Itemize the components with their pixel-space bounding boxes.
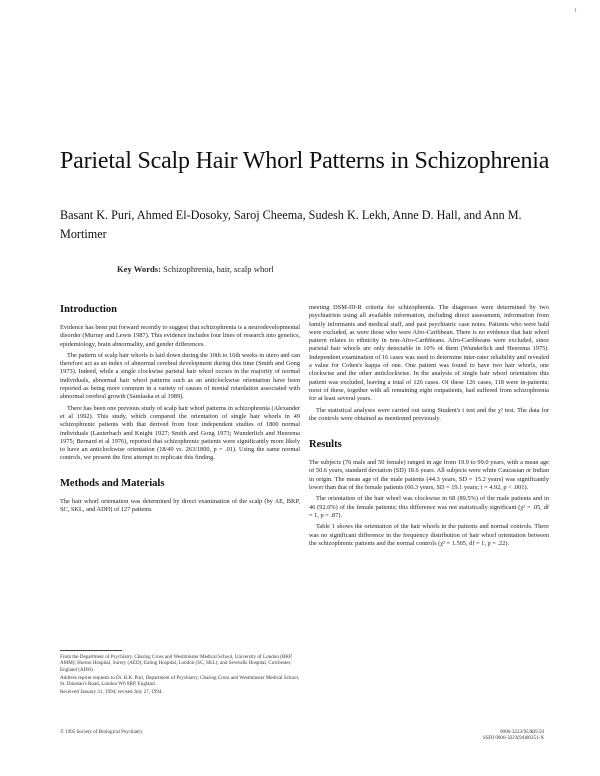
introduction-heading: Introduction bbox=[60, 304, 117, 315]
footnote-divider bbox=[60, 650, 122, 651]
author-list: Basant K. Puri, Ahmed El-Dosoky, Saroj Cheema, Sudesh K. Lekh, Anne D. Hall, and Ann M. Mortimer bbox=[60, 208, 522, 241]
copyright-notice: © 1995 Society of Biological Psychiatry bbox=[60, 729, 143, 735]
right-column bbox=[309, 304, 549, 551]
methods-heading: Methods and Materials bbox=[60, 477, 165, 489]
keywords-line bbox=[117, 264, 517, 274]
methods-continued-paragraph: meeting DSM-III-R criteria for schizophrenia. The diagnoses were determined by two psychiatrists using all available information, including direct assessment, information from family informants and medical staff, and past psychiatric case notes. Patients who were bald were excluded, as were those who were Afro-Caribbean. There is no evidence that hair whorl pattern relates to ethnicity in non-Afro-Caribbeans. Afro-Caribbeans were excluded, since parietal hair whorls are only detectable in 10% of them (Wunderlich and Heerema 1975). Independent examination of 16 cases was used to determine inter-rater reliability and revealed a value for Cohen's kappa of one. One patient was found to have two hair whorls, one clockwise and the other anticlockwise. In the analysis of single hair whorl orientation this patient was excluded, leaving a total of 126 cases. Of these 126 cases, 118 were in-patients; most of these, together with all remaining eight outpatients, had suffered from schizophrenia for at least several years. bbox=[309, 304, 549, 403]
keywords-label: Key Words: bbox=[117, 264, 162, 274]
issn-line: 0006-3223/95/$09.50 bbox=[499, 729, 544, 735]
methods-paragraph: The hair whorl orientation was determined by direct examination of the scalp (by AE, BKP, SC, SKL, and ADH) of 127 patients bbox=[60, 497, 300, 514]
results-paragraph: The orientation of the hair whorl was clockwise in 68 (89.5%) of the male patients and in 46 (92.0%) of the female patients; this difference was not statistically significant (χ² = .05, df = 1, p = .87). bbox=[309, 495, 549, 519]
article-title: Parietal Scalp Hair Whorl Patterns in Schizophrenia bbox=[60, 148, 550, 174]
results-paragraph: The subjects (76 male and 50 female) ranged in age from 19.9 to 99.0 years, with a mean age of 50.6 years, standard deviation (SD) 18.6 years. All subjects were white Caucasian or Indian in origin. The mean age of the male patients (44.3 years, SD = 15.2 years) was significantly lower than that of the female patients (60.3 years, SD = 19.1 years; t = 4.92, p < .001). bbox=[309, 459, 549, 492]
methods-continued-paragraph: The statistical analyses were carried out using Student's t test and the χ² test. The data for the controls were obtained as mentioned previously. bbox=[309, 406, 549, 422]
footnote-received-dates: Received January 31, 1994; revised July 27, 1994. bbox=[60, 689, 163, 696]
results-heading: Results bbox=[309, 439, 342, 451]
keywords-value: Schizophrenia, hair, scalp whorl bbox=[163, 264, 274, 274]
ssdi-line: SSDI 0006-3223(94)00251-X bbox=[483, 735, 544, 742]
intro-paragraph: There has been one previous study of scalp hair whorl patterns in schizophrenia (Alexander et al 1992). This study, which compared the orientation of single hair whorls in 49 schizophrenic patients with that derived from four independent studies of 1800 normal individuals (Lauterbach and Knight 1927; Smith and Gong 1973; Wunderlich and Heerema 1975; Bernard et al 1976), reported that schizophrenic patients were significantly more likely to have an anticlockwise orientation (18/49 vs. 263/1800, p = .01). Using the same normal controls, we present the first attempt to replicate this finding. bbox=[60, 404, 300, 462]
issn-block bbox=[476, 729, 544, 742]
left-column bbox=[60, 304, 300, 517]
results-paragraph: Table 1 shows the orientation of the hair whorls in the patients and normal controls. There was no significant difference in the frequency distribution of hair whorl orientation between the schizophrenic patients and the normal controls (χ² = 1.505, df = 1, p = .22). bbox=[309, 523, 549, 547]
intro-paragraph: Evidence has been put forward recently to suggest that schizophrenia is a neurodevelopmental disorder (Murray and Lewis 1987). This evidence includes four lines of research into genetics, epidemiology, brain abnormality, and gender differences. bbox=[60, 324, 300, 348]
corner-mark: 1 bbox=[574, 8, 577, 14]
intro-paragraph: The pattern of scalp hair whorls is laid down during the 10th to 16th weeks in utero and can therefore act as an index of abnormal cerebral development during this time (Smith and Gong 1973). Indeed, while a single clockwise parietal hair whorl occurs in the majority of normal individuals, abnormal hair whorl patterns such as an anticlockwise orientation have been reported as being more common in a variety of causes of mental retardation associated with abnormal cerebral growth (Samlaska et al 1989). bbox=[60, 351, 300, 401]
footnotes bbox=[60, 654, 300, 698]
footnote-affiliation: From the Department of Psychiatry, Charing Cross and Westminster Medical School, University of London (BKP, AMM); Horton Hospital, Surrey (AED); Ealing Hospital, London (SC, SKL); and Severalls Hospital, Colchester, England (ADH). bbox=[60, 654, 293, 673]
footnote-reprint-address: Address reprint requests to Dr. B.K. Puri, Department of Psychiatry, Charing Cross and Westminster Medical School, St. Dunstan's Road, London W6 8RP, England. bbox=[60, 674, 300, 688]
